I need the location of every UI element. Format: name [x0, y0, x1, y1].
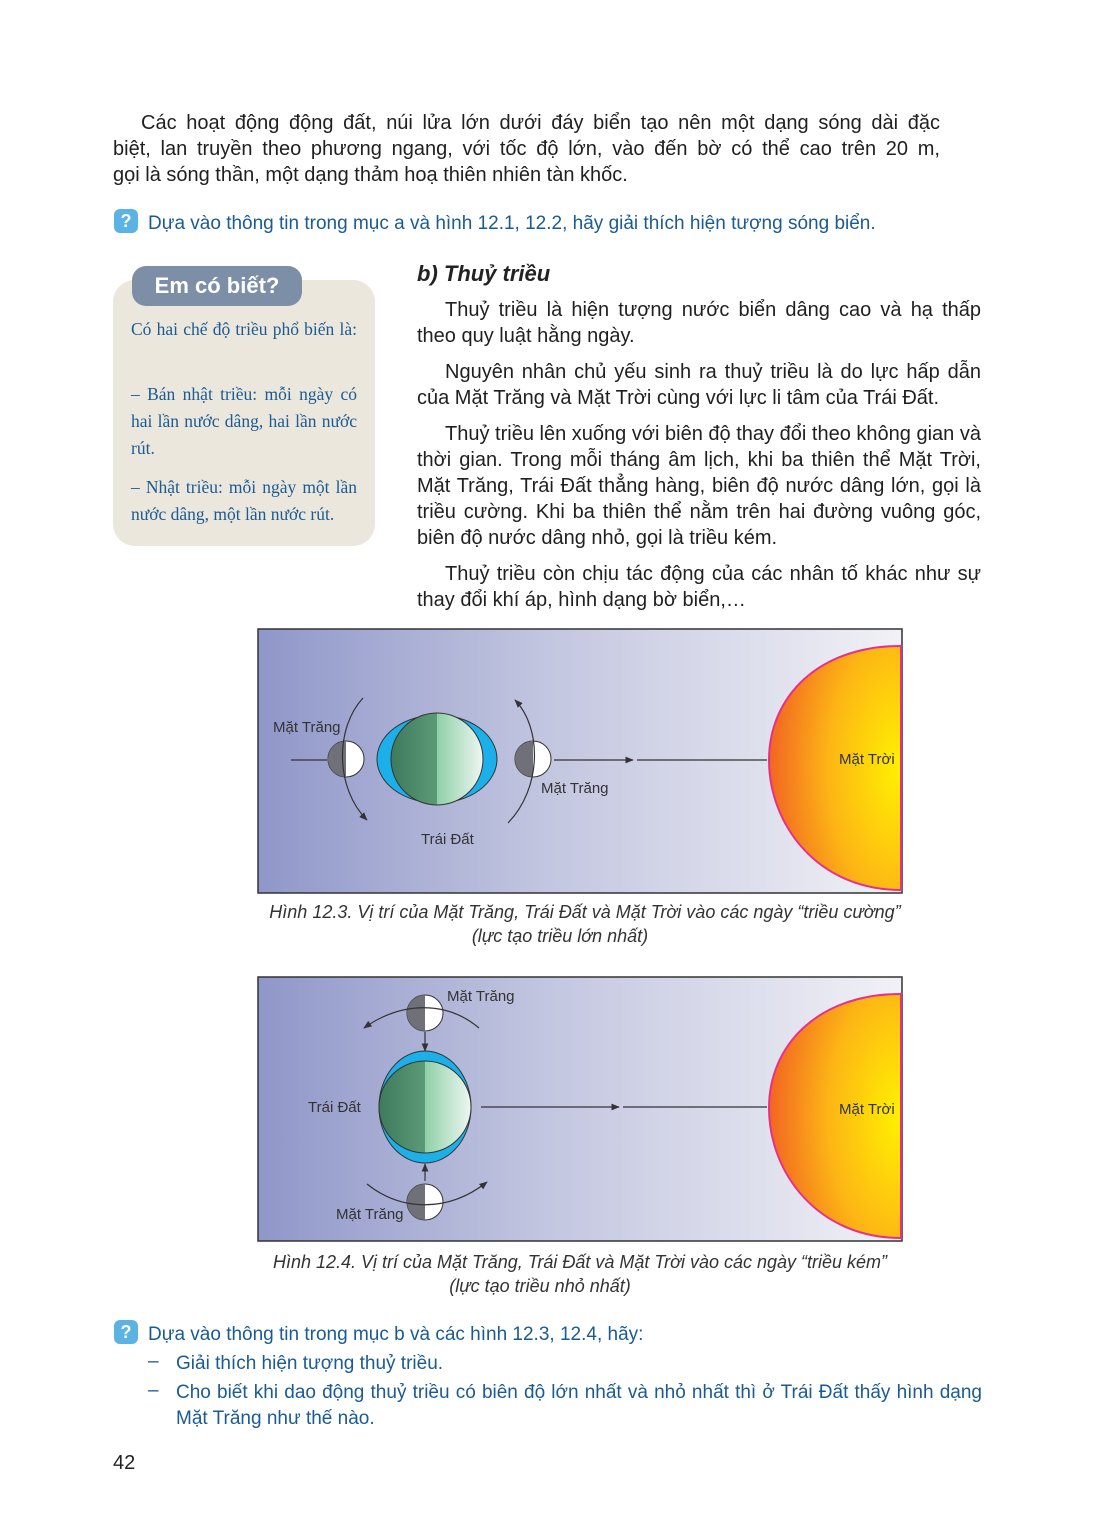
question-2-item-1: Giải thích hiện tượng thuỷ triều.	[176, 1353, 444, 1374]
did-you-know-title: Em có biết?	[132, 266, 302, 306]
question-2-text: Dựa vào thông tin trong mục b và các hình 12.3, 12.4, hãy:	[148, 1324, 644, 1345]
intro-line-1: Các hoạt động động đất, núi lửa lớn dưới đáy biển tạo nên một dạng sóng dài đặc	[141, 112, 940, 134]
figure-12-3-caption-line-2: (lực tạo triều lớn nhất)	[471, 926, 649, 946]
moon-top-icon	[407, 995, 443, 1031]
question-1-text: Dựa vào thông tin trong mục a và hình 12.1, 12.2, hãy giải thích hiện tượng sóng biển.	[148, 213, 876, 234]
did-you-know-p1	[131, 316, 357, 343]
question-icon: ?	[114, 1320, 138, 1344]
intro-line-3: gọi là sóng thần, một dạng thảm hoạ thiên nhiên tàn khốc.	[113, 164, 628, 186]
label-sun: Mặt Trời	[839, 751, 895, 768]
did-you-know-p3	[131, 474, 357, 528]
label-earth: Trái Đất	[421, 831, 474, 848]
moon-bottom-icon	[407, 1184, 443, 1220]
section-b-paragraph-3: Thuỷ triều lên xuống với biên độ thay đổi theo không gian và thời gian. Trong mỗi tháng âm lịch, khi ba thiên thể Mặt Trời, Mặt Trăng, Trái Đất thẳng hàng, biên độ nước dâng lớn, gọi là triều cường. Khi ba thiên thể nằm trên hai đường vuông góc, biên độ nước dâng nhỏ, gọi là triều kém.	[417, 423, 981, 549]
moon-left-icon	[328, 741, 364, 777]
intro-line-2: biệt, lan truyền theo phương ngang, với tốc độ lớn, vào đến bờ có thể cao trên 20 m,	[113, 138, 940, 160]
section-b-paragraph-4: Thuỷ triều còn chịu tác động của các nhân tố khác như sự thay đổi khí áp, hình dạng bờ biển,…	[417, 563, 981, 611]
did-you-know-p2-text: – Bán nhật triều: mỗi ngày có hai lần nước dâng, hai lần nước rút.	[131, 384, 357, 458]
figure-12-4-caption-line-1: Hình 12.4. Vị trí của Mặt Trăng, Trái Đất và Mặt Trời vào các ngày “triều kém”	[272, 1252, 888, 1272]
did-you-know-p3-text: – Nhật triều: mỗi ngày một lần nước dâng, một lần nước rút.	[131, 477, 357, 524]
question-2-dash-1: –	[148, 1351, 159, 1372]
intro-paragraph	[113, 110, 940, 188]
figure-12-4-caption-line-2: (lực tạo triều nhỏ nhất)	[449, 1276, 631, 1296]
label-earth: Trái Đất	[308, 1099, 361, 1116]
figure-12-4	[257, 976, 903, 1242]
figure-12-3-caption	[170, 900, 1000, 948]
question-icon: ?	[114, 209, 138, 233]
label-moon-top: Mặt Trăng	[447, 988, 515, 1005]
label-moon-right: Mặt Trăng	[541, 780, 609, 797]
question-2-item-2: Cho biết khi dao động thuỷ triều có biên độ lớn nhất và nhỏ nhất thì ở Trái Đất thấy hình dạng Mặt Trăng như thế nào.	[176, 1382, 982, 1429]
did-you-know-p1-text: Có hai chế độ triều phổ biến là:	[131, 319, 357, 339]
label-sun: Mặt Trời	[839, 1101, 895, 1118]
section-title: b) Thuỷ triều	[417, 261, 551, 286]
section-b-paragraph-2: Nguyên nhân chủ yếu sinh ra thuỷ triều là do lực hấp dẫn của Mặt Trăng và Mặt Trời cùng với lực li tâm của Trái Đất.	[417, 361, 981, 409]
did-you-know-p2	[131, 381, 357, 462]
figure-12-4-caption	[160, 1250, 1000, 1298]
earth-icon	[391, 713, 483, 805]
page-number: 42	[113, 1452, 136, 1474]
section-b-paragraph-1: Thuỷ triều là hiện tượng nước biển dâng cao và hạ thấp theo quy luật hằng ngày.	[417, 299, 981, 347]
figure-12-3-caption-line-1: Hình 12.3. Vị trí của Mặt Trăng, Trái Đất và Mặt Trời vào các ngày “triều cường”	[269, 902, 901, 922]
label-moon-bottom: Mặt Trăng	[336, 1206, 404, 1223]
question-2-dash-2: –	[148, 1380, 159, 1401]
label-moon-left: Mặt Trăng	[273, 719, 341, 736]
earth-icon	[379, 1061, 471, 1153]
figure-12-3	[257, 628, 903, 894]
